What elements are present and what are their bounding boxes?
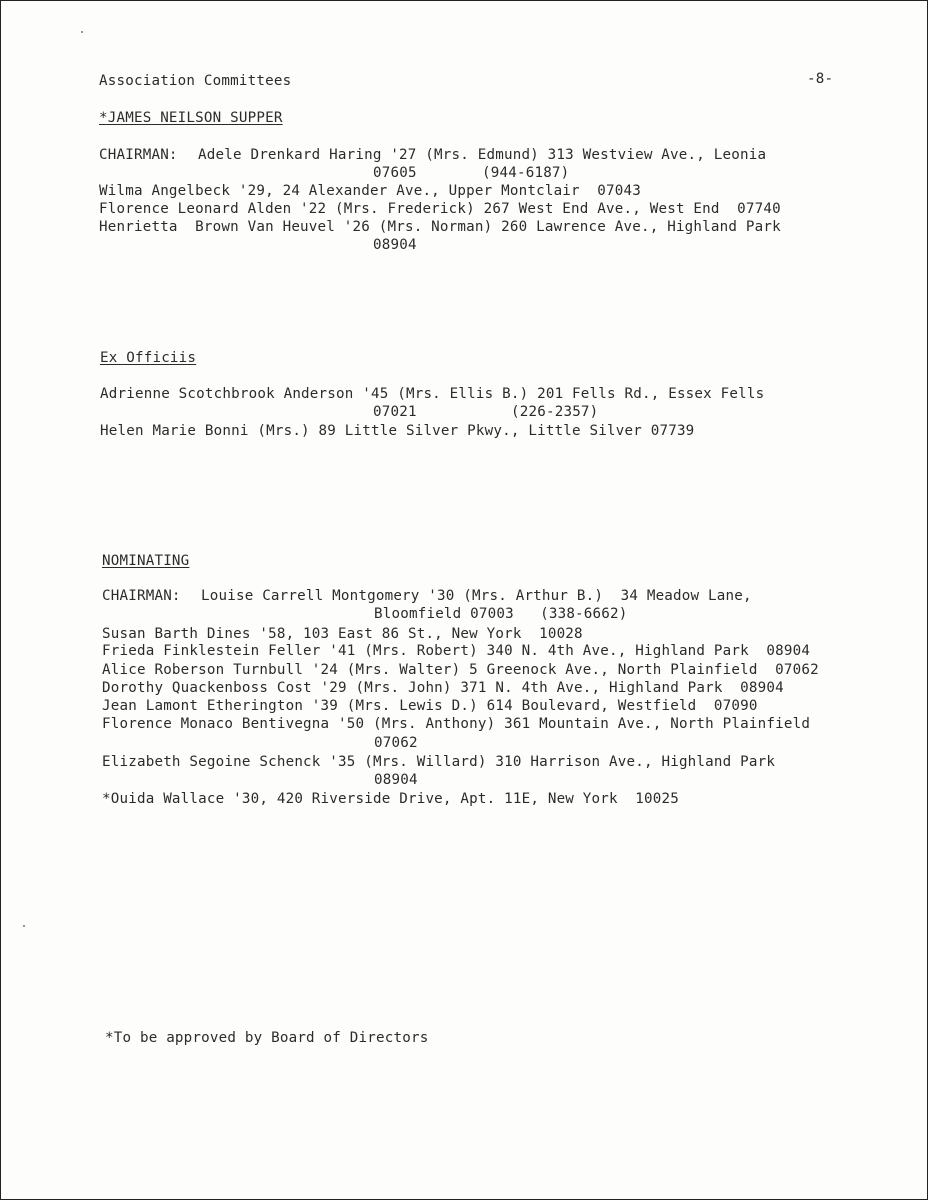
supper-chairman-phone: (944-6187)	[482, 165, 570, 181]
nominating-member-zip: 07062	[374, 735, 418, 751]
nominating-member-entry: Jean Lamont Etherington '39 (Mrs. Lewis D.) 614 Boulevard, Westfield 07090	[102, 698, 758, 714]
supper-chairman-zip: 07605	[373, 165, 417, 181]
ex-officiis-zip: 07021	[373, 404, 417, 420]
nominating-member-entry: Susan Barth Dines '58, 103 East 86 St., New York 10028	[102, 626, 583, 642]
nominating-chairman-entry: Louise Carrell Montgomery '30 (Mrs. Arthur B.) 34 Meadow Lane,	[201, 588, 752, 604]
page-number: -8-	[807, 71, 834, 87]
nominating-member-entry: Florence Monaco Bentivegna '50 (Mrs. Anthony) 361 Mountain Ave., North Plainfield	[102, 716, 811, 732]
nominating-member-entry: Frieda Finklestein Feller '41 (Mrs. Robert) 340 N. 4th Ave., Highland Park 08904	[102, 643, 811, 659]
ex-officiis-entry: Helen Marie Bonni (Mrs.) 89 Little Silver Pkwy., Little Silver 07739	[100, 423, 695, 439]
scan-speck	[81, 31, 83, 33]
supper-member-entry: Henrietta Brown Van Heuvel '26 (Mrs. Norman) 260 Lawrence Ave., Highland Park	[99, 219, 781, 235]
nominating-chairman-address: Bloomfield 07003 (338-6662)	[374, 606, 628, 622]
section-heading-supper: *JAMES NEILSON SUPPER	[99, 110, 283, 126]
section-heading-nominating: NOMINATING	[102, 553, 190, 569]
page-header-title: Association Committees	[99, 73, 292, 89]
nominating-member-zip: 08904	[374, 772, 418, 788]
scan-speck	[23, 925, 25, 927]
nominating-member-entry: Dorothy Quackenboss Cost '29 (Mrs. John) 371 N. 4th Ave., Highland Park 08904	[102, 680, 784, 696]
nominating-member-entry: Alice Roberson Turnbull '24 (Mrs. Walter) 5 Greenock Ave., North Plainfield 07062	[102, 662, 819, 678]
nominating-member-entry: *Ouida Wallace '30, 420 Riverside Drive, Apt. 11E, New York 10025	[102, 791, 679, 807]
supper-chairman-label: CHAIRMAN:	[99, 147, 178, 163]
ex-officiis-phone: (226-2357)	[511, 404, 599, 420]
supper-member-entry: Wilma Angelbeck '29, 24 Alexander Ave., Upper Montclair 07043	[99, 183, 641, 199]
ex-officiis-entry: Adrienne Scotchbrook Anderson '45 (Mrs. Ellis B.) 201 Fells Rd., Essex Fells	[100, 386, 765, 402]
section-heading-ex-officiis: Ex Officiis	[100, 350, 197, 366]
supper-member-entry: Florence Leonard Alden '22 (Mrs. Frederick) 267 West End Ave., West End 07740	[99, 201, 781, 217]
nominating-member-entry: Elizabeth Segoine Schenck '35 (Mrs. Willard) 310 Harrison Ave., Highland Park	[102, 754, 776, 770]
nominating-chairman-label: CHAIRMAN:	[102, 588, 181, 604]
footnote: *To be approved by Board of Directors	[105, 1030, 429, 1046]
supper-member-zip: 08904	[373, 237, 417, 253]
supper-chairman-entry: Adele Drenkard Haring '27 (Mrs. Edmund) 313 Westview Ave., Leonia	[198, 147, 767, 163]
